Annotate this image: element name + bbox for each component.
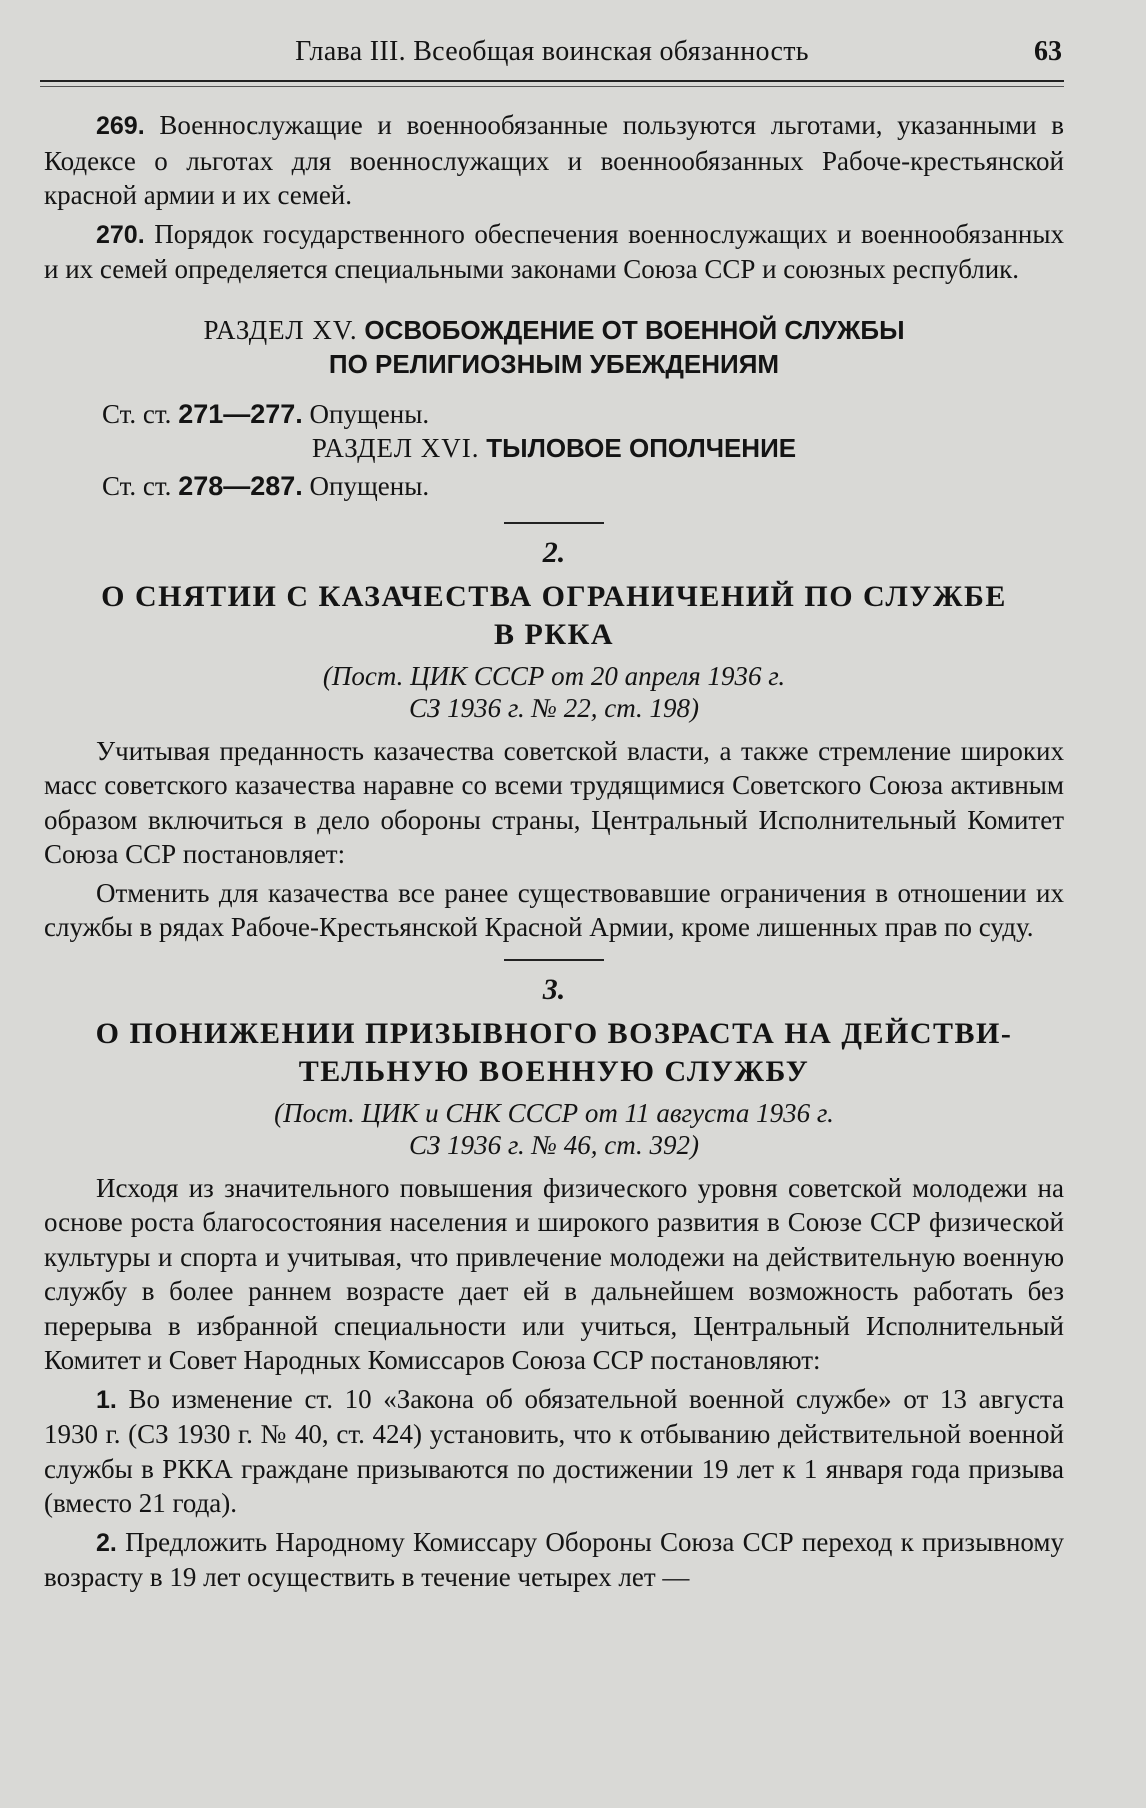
- omitted-text: Опущены.: [309, 398, 430, 429]
- paragraph: Исходя из значительного повышения физического уровня советской молодежи на основе роста благосостояния населения и широкого развития в Союзе ССР физической культуры и спорта и учитывая, что привлечение молодежи на действительную военную службу в более раннем возрасте дает ей в дальнейшем возможность работать без перерыва в избранной специальности или учиться, Центральный Исполнительный Комитет и Совет Народных Комиссаров Союза ССР постановляют:: [44, 1172, 1064, 1375]
- document-number: 2.: [542, 535, 566, 569]
- title-line: ТЕЛЬНУЮ ВОЕННУЮ СЛУЖБУ: [298, 1054, 810, 1088]
- section-16-heading: [44, 431, 1064, 465]
- source-line: СЗ 1936 г. № 46, ст. 392): [408, 1129, 700, 1160]
- document-number: 3.: [542, 972, 566, 1006]
- page-body: [44, 108, 1064, 1595]
- article-269: [44, 108, 1064, 213]
- paragraph: Отменить для казачества все ранее существовавшие ограничения в отношении их службы в рядах Рабоче-Крестьянской Красной Армии, кроме лишенных прав по суду.: [44, 877, 1064, 942]
- article-text: Военнослужащие и военнообязанные пользуются льготами, указанными в Кодексе о льготах для военнослужащих и военнообязанных Рабоче-крестьянской красной армии и их семей.: [44, 110, 1065, 210]
- list-item: [44, 1382, 1064, 1521]
- document-source: [44, 660, 1064, 724]
- section-name: ОСВОБОЖДЕНИЕ ОТ ВОЕННОЙ СЛУЖБЫ: [364, 314, 905, 345]
- page-number: 63: [1034, 36, 1062, 67]
- document-title: [44, 1015, 1064, 1091]
- title-line: В РККА: [493, 617, 614, 651]
- omitted-prefix: Ст. ст.: [102, 398, 172, 429]
- list-item: [44, 1525, 1064, 1595]
- section-16-omitted: [44, 469, 1064, 504]
- divider: [504, 522, 604, 524]
- section-15-omitted: [44, 397, 1064, 432]
- article-270: [44, 217, 1064, 287]
- running-head: [40, 36, 1064, 82]
- article-text: Порядок государственного обеспечения военнослужащих и военнообязанных и их семей определяется специальными законами Союза ССР и союзных республик.: [44, 218, 1064, 284]
- omitted-text: Опущены.: [309, 471, 430, 501]
- source-line: (Пост. ЦИК и СНК СССР от 11 августа 1936 г.: [274, 1097, 834, 1128]
- omitted-prefix: Ст. ст.: [102, 471, 172, 501]
- section-15-heading: [44, 313, 1064, 381]
- chapter-title: Глава III. Всеобщая воинская обязанность: [295, 36, 809, 67]
- title-line: О СНЯТИИ С КАЗАЧЕСТВА ОГРАНИЧЕНИЙ ПО СЛУЖБЕ: [101, 579, 1007, 613]
- item-text: Предложить Народному Комиссару Обороны Союза ССР переход к призывному возрасту в 19 лет осуществить в течение четырех лет —: [44, 1526, 1065, 1592]
- article-number: 269.: [96, 112, 145, 140]
- section-label: РАЗДЕЛ XVI.: [311, 433, 480, 463]
- item-number: 2.: [96, 1528, 117, 1557]
- paragraph: Учитывая преданность казачества советской власти, а также стремление широких масс советского казачества наравне со всеми трудящимися Советского Союза активным образом включиться в дело обороны страны, Центральный Исполнительный Комитет Союза ССР постановляет:: [44, 735, 1064, 869]
- section-label: РАЗДЕЛ XV.: [203, 314, 358, 345]
- source-line: (Пост. ЦИК СССР от 20 апреля 1936 г.: [322, 660, 786, 691]
- omitted-range: 271—277.: [178, 398, 303, 429]
- document-title: [44, 578, 1064, 654]
- omitted-range: 278—287.: [178, 471, 303, 501]
- document-source: [44, 1097, 1064, 1161]
- source-line: СЗ 1936 г. № 22, ст. 198): [408, 692, 700, 723]
- article-number: 270.: [96, 220, 145, 249]
- header-rule: [40, 80, 1064, 82]
- header-rule-thin: [40, 86, 1064, 87]
- section-name: ТЫЛОВОЕ ОПОЛЧЕНИЕ: [486, 433, 797, 463]
- section-name-cont: ПО РЕЛИГИОЗНЫМ УБЕЖДЕНИЯМ: [328, 348, 780, 379]
- divider: [504, 959, 604, 961]
- item-text: Во изменение ст. 10 «Закона об обязательной военной службе» от 13 августа 1930 г. (СЗ 1930 г. № 40, ст. 424) установить, что к отбыванию действительной военной службы в РККА граждане призываются по достижении 19 лет к 1 января года призыва (вместо 21 года).: [44, 1383, 1064, 1518]
- title-line: О ПОНИЖЕНИИ ПРИЗЫВНОГО ВОЗРАСТА НА ДЕЙСТВИ-: [95, 1016, 1013, 1050]
- item-number: 1.: [96, 1385, 117, 1414]
